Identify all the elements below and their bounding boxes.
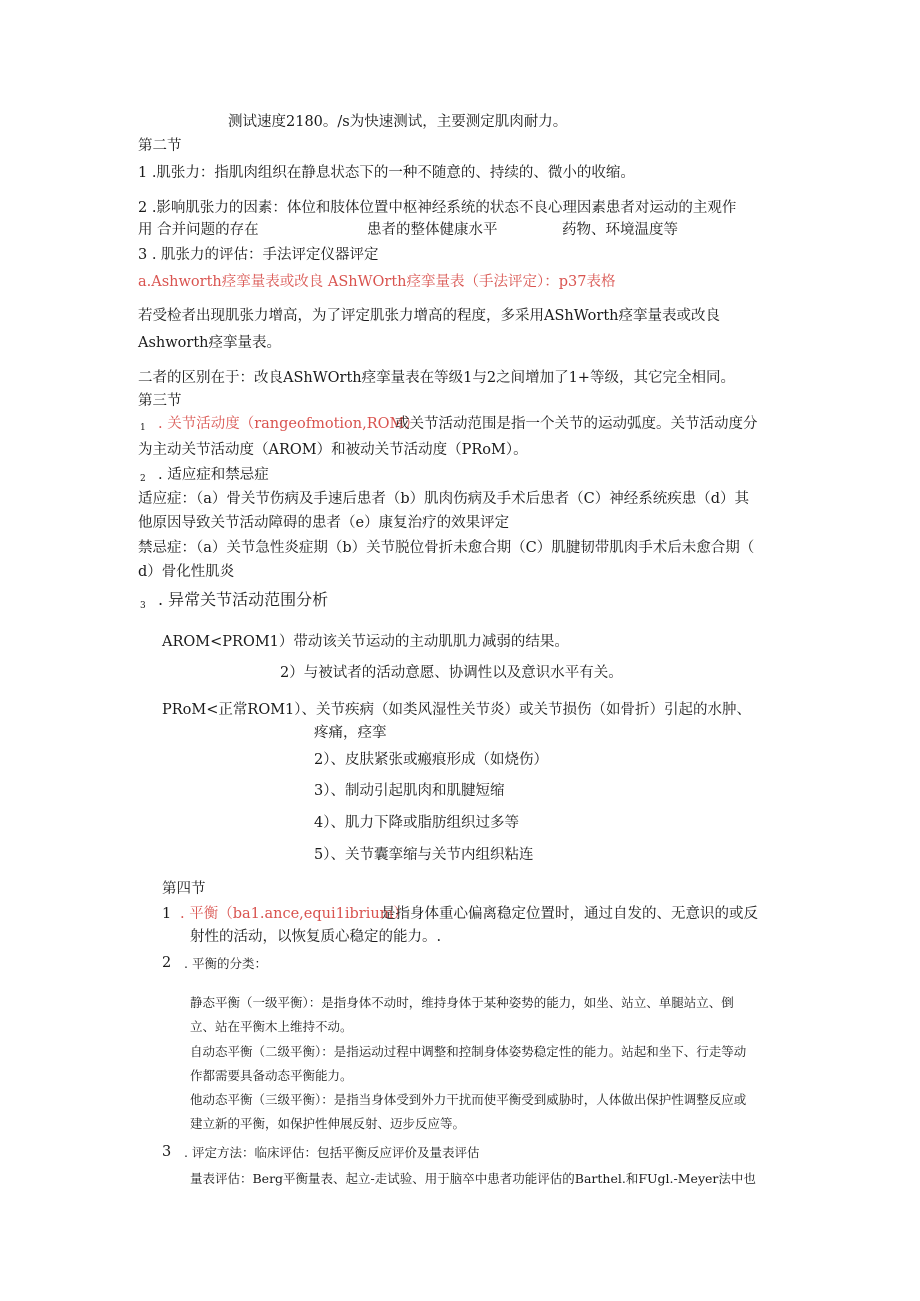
text-line: 3 . 肌张力的评估：手法评定仪器评定 <box>138 247 379 263</box>
text-line: 或关节活动范围是指一个关节的运动弧度。关节活动度分 <box>395 416 758 432</box>
highlight-term: . 关节活动度（rangeofmotion,ROM） <box>158 416 419 432</box>
text-line: d）骨化性肌炎 <box>138 564 235 580</box>
text-line: 他动态平衡（三级平衡）：是指当身体受到外力干扰而使平衡受到威胁时，人体做出保护性调整反应或 <box>190 1092 747 1107</box>
text-line: Ashworth痉挛量表。 <box>138 335 281 351</box>
text-line: 量表评估：Berg平衡量表、起立-走试验、用于脑卒中患者功能评估的Barthel.和FUgl.-Meyer法中也 <box>190 1171 756 1186</box>
text-line: 静态平衡（一级平衡）：是指身体不动时，维持身体于某种姿势的能力，如坐、站立、单腿站立、倒 <box>190 995 734 1010</box>
section-heading: 第三节 <box>138 393 182 409</box>
text-line: . 平衡的分类： <box>184 956 267 971</box>
list-number: 1 <box>140 423 146 433</box>
text-line: 是指身体重心偏离稳定位置时，通过自发的、无意识的或反 <box>381 906 758 922</box>
text-line: 他原因导致关节活动障碍的患者（e）康复治疗的效果评定 <box>138 515 510 531</box>
text-line: 2）、皮肤紧张或瘢痕形成（如烧伤） <box>314 752 548 768</box>
text-line: 2 .影响肌张力的因素：体位和肢体位置中枢神经系统的状态不良心理因素患者对运动的主观作 <box>138 200 737 216</box>
list-number: 2 <box>140 474 146 484</box>
highlight-term: . 平衡（ba1.ance,equi1ibrium） <box>180 906 408 922</box>
text-line: 2）与被试者的活动意愿、协调性以及意识水平有关。 <box>280 665 623 681</box>
text-line: 患者的整体健康水平 <box>367 222 498 238</box>
text-line: 3）、制动引起肌肉和肌腱短缩 <box>314 783 505 799</box>
text-line: AROM<PROM1）带动该关节运动的主动肌肌力减弱的结果。 <box>162 634 569 650</box>
text-line: 建立新的平衡，如保护性伸展反射、迈步反应等。 <box>190 1116 466 1131</box>
text-line: 为主动关节活动度（AROM）和被动关节活动度（PRoM）。 <box>138 442 528 458</box>
text-line: 1 .肌张力：指肌肉组织在静息状态下的一种不随意的、持续的、微小的收缩。 <box>138 165 635 181</box>
text-line: 疼痛，痉挛 <box>314 725 387 741</box>
text-line: 作都需要具备动态平衡能力。 <box>190 1068 353 1083</box>
text-line: 测试速度2180。/s为快速测试，主要测定肌肉耐力。 <box>228 114 568 130</box>
text-line: 药物、环境温度等 <box>562 222 678 238</box>
text-line: 用 合并问题的存在 <box>138 222 259 238</box>
text-line: 适应症：（a）骨关节伤病及手速后患者（b）肌肉伤病及手术后患者（C）神经系统疾患（d）其 <box>138 491 750 507</box>
section-heading: 第二节 <box>138 138 182 154</box>
highlight-line: a.Ashworth痉挛量表或改良 AShWOrth痉挛量表（手法评定）：p37表格 <box>138 274 616 290</box>
list-number: 2 <box>162 955 172 971</box>
list-number: 1 <box>162 906 172 922</box>
list-number: 3 <box>140 601 146 611</box>
text-line: 禁忌症：（a）关节急性炎症期（b）关节脱位骨折未愈合期（C）肌腱韧带肌肉手术后未愈合期（ <box>138 540 755 556</box>
text-line: . 评定方法：临床评估：包括平衡反应评价及量表评估 <box>184 1145 480 1160</box>
text-line: 4）、肌力下降或脂肪组织过多等 <box>314 815 519 831</box>
list-number: 3 <box>162 1144 172 1160</box>
text-line: 二者的区别在于：改良AShWOrth痉挛量表在等级1与2之间增加了1+等级，其它完全相同。 <box>138 370 735 386</box>
section-heading: 第四节 <box>162 881 206 897</box>
text-line: 射性的活动，以恢复质心稳定的能力。. <box>190 929 442 945</box>
text-line: 自动态平衡（二级平衡）：是指运动过程中调整和控制身体姿势稳定性的能力。站起和坐下、行走等动 <box>190 1044 747 1059</box>
text-line: 5）、关节囊挛缩与关节内组织粘连 <box>314 847 534 863</box>
text-line: 若受检者出现肌张力增高，为了评定肌张力增高的程度，多采用AShWorth痉挛量表或改良 <box>138 308 720 324</box>
text-line: 立、站在平衡木上维持不动。 <box>190 1019 353 1034</box>
text-line: PRoM<正常ROM1）、关节疾病（如类风湿性关节炎）或关节损伤（如骨折）引起的水肿、 <box>162 702 752 718</box>
text-line: . 异常关节活动范围分析 <box>158 590 329 609</box>
text-line: . 适应症和禁忌症 <box>158 467 269 483</box>
